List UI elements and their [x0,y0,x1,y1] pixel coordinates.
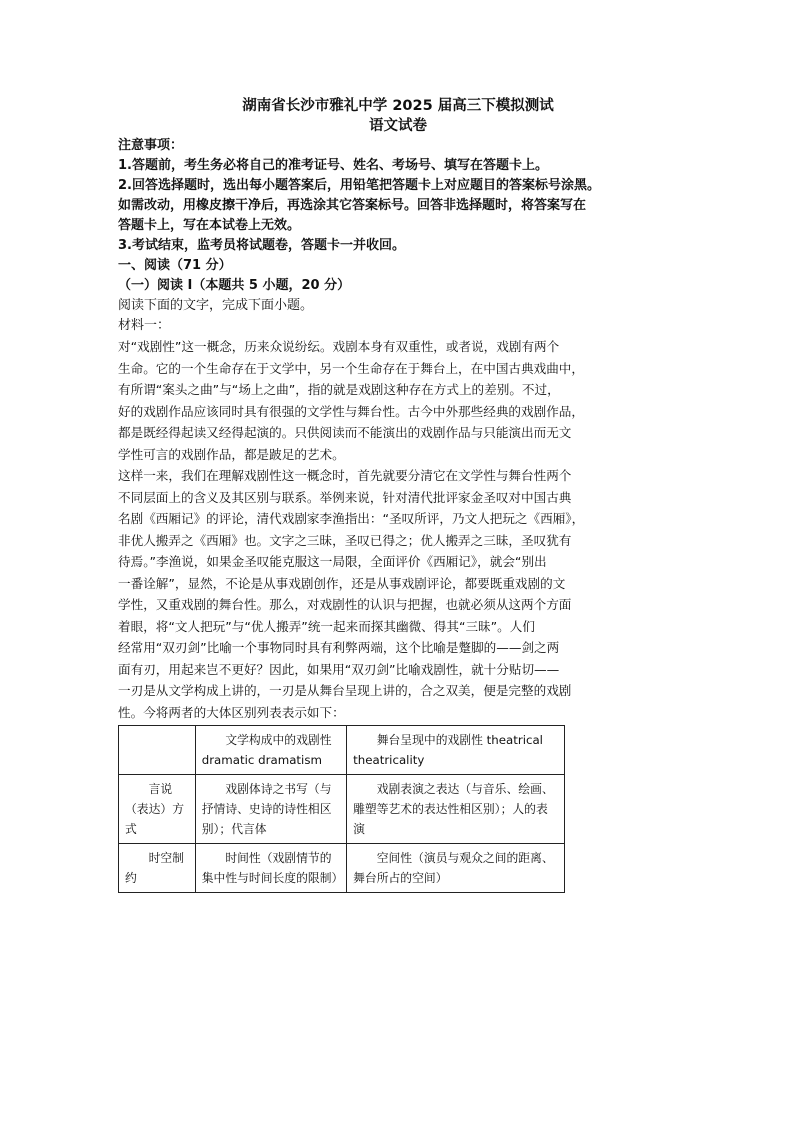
passage-line: 一刃是从文学构成上讲的，一刃是从舞台呈现上讲的，合之双美，便是完整的戏剧 [118,683,572,698]
exam-title: 湖南省长沙市雅礼中学 2025 届高三下模拟测试 [242,98,554,114]
passage-line: 面有刃，用起来岂不更好？因此，如果用“双刃剑”比喻戏剧性，就十分贴切—— [118,661,560,677]
table-row-label: 言说（表达）方式 [119,775,196,844]
passage-paragraph-2 [118,465,678,723]
passage-line: 学性可言的戏剧作品，都是跛足的艺术。 [118,446,345,462]
table-cell: 空间性（演员与观众之间的距离、舞台所占的空间） [347,844,565,893]
comparison-table [118,725,565,893]
passage-line: 学性，又重戏剧的舞台性。那么，对戏剧性的认识与把握，也就必须从这两个方面 [118,597,572,612]
passage-line: 一番诠解”，显然，不论是从事戏剧创作，还是从事戏剧评论，都要既重戏剧的文 [118,575,566,591]
table-cell: 戏剧表演之表达（与音乐、绘画、雕塑等艺术的表达性相区别）；人的表演 [347,775,565,844]
notice-item: 如需改动，用橡皮擦干净后，再选涂其它答案标号。回答非选择题时，将答案写在 [118,198,587,213]
passage-line: 有所谓“案头之曲”与“场上之曲”，指的就是戏剧这种存在方式上的差别。不过， [118,382,560,397]
table-cell: 时间性（戏剧情节的集中性与时间长度的限制） [195,844,346,893]
section-subheading: （一）阅读 I（本题共 5 小题，20 分） [118,278,351,293]
notice-item: 答题卡上，写在本试卷上无效。 [118,218,301,233]
passage-line: 这样一来，我们在理解戏剧性这一概念时，首先就要分清它在文学性与舞台性两个 [118,468,572,483]
passage-line: 待焉。”李渔说，如果金圣叹能克服这一局限，全面评价《西厢记》，就会“别出 [118,554,547,569]
passage-line: 都是既经得起读又经得起演的。只供阅读而不能演出的戏剧作品与只能演出而无文 [118,425,572,440]
passage-line: 生命。它的一个生命存在于文学中，另一个生命存在于舞台上，在中国古典戏曲中， [118,360,584,376]
notice-item: 2.回答选择题时，选出每小题答案后，用铅笔把答题卡上对应题目的答案标号涂黑。 [118,178,600,193]
passage-line: 非优人搬弄之《西厢》也。文字之三昧，圣叹已得之；优人搬弄之三昧，圣叹犹有 [118,532,572,548]
table-header-cell: 文学构成中的戏剧性 dramatic dramatism [195,726,346,775]
passage-line: 好的戏剧作品应该同时具有很强的文学性与舞台性。古今中外那些经典的戏剧作品， [118,403,584,419]
passage-paragraph-1 [118,336,678,465]
table-row-label: 时空制约 [119,844,196,893]
notice-heading: 注意事项： [118,138,184,153]
reading-instruction: 阅读下面的文字，完成下面小题。 [118,298,314,313]
passage-line: 性。今将两者的大体区别列表表示如下： [118,704,345,720]
passage-line: 对“戏剧性”这一概念，历来众说纷纭。戏剧本身有双重性，或者说，戏剧有两个 [118,339,560,354]
notice-item: 3.考试结束，监考员将试题卷，答题卡一并收回。 [118,238,405,253]
passage-line: 经常用“双刃剑”比喻一个事物同时具有利弊两端，这个比喻是蹩脚的——剑之两 [118,640,560,655]
table-row [119,775,565,844]
exam-page [118,96,678,893]
exam-subtitle: 语文试卷 [369,118,427,134]
table-row [119,844,565,893]
table-header-row [119,726,565,775]
passage-line: 不同层面上的含义及其区别与联系。举例来说，针对清代批评家金圣叹对中国古典 [118,489,572,505]
table-header-cell: 舞台呈现中的戏剧性 theatrical theatricality [347,726,565,775]
notice-item: 1.答题前，考生务必将自己的准考证号、姓名、考场号、填写在答题卡上。 [118,158,548,173]
passage-line: 名剧《西厢记》的评论，清代戏剧家李渔指出：“圣叹所评，乃文人把玩之《西厢》， [118,511,585,526]
table-cell: 戏剧体诗之书写（与抒情诗、史诗的诗性相区别）；代言体 [195,775,346,844]
passage-line: 着眼，将“文人把玩”与“优人搬弄”统一起来而探其幽微、得其“三昧”。人们 [118,618,535,634]
table-cell [119,726,196,775]
section-heading: 一、阅读（71 分） [118,258,232,273]
material-label: 材料一： [118,318,171,333]
